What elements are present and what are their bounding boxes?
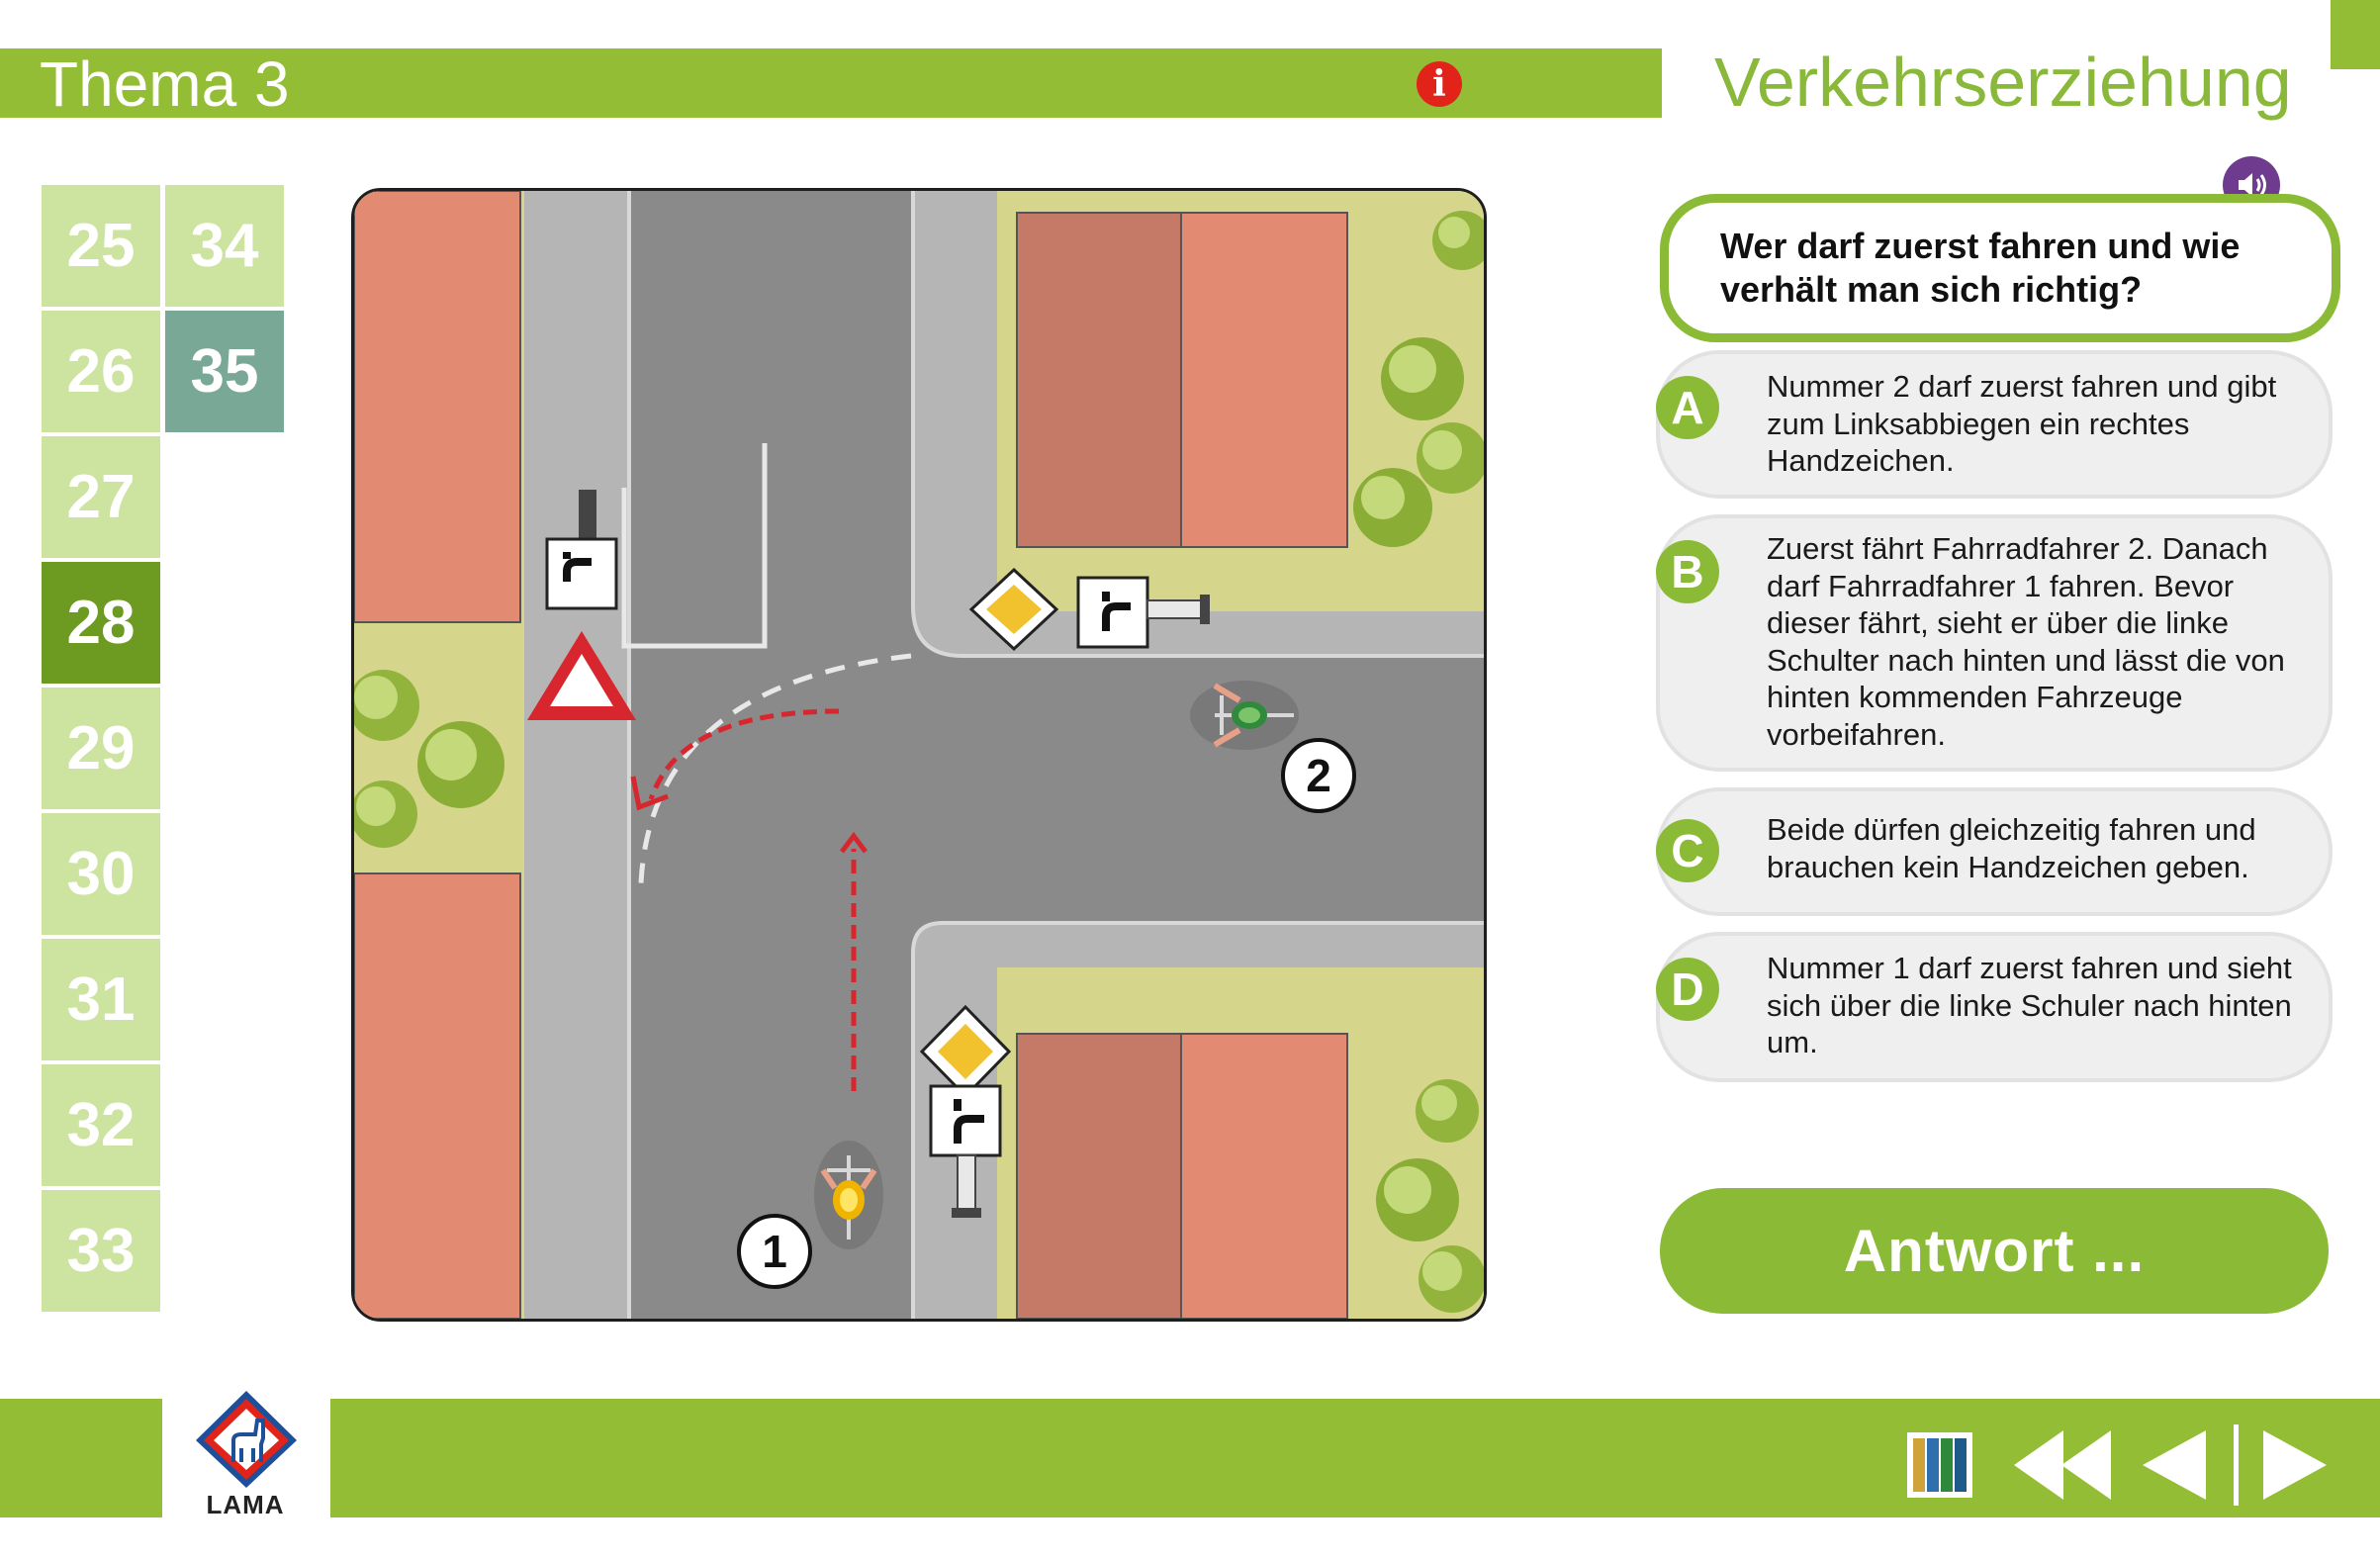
top-right-house-2 [1181, 213, 1347, 547]
traffic-scene [351, 188, 1487, 1322]
option-letter: A [1656, 376, 1719, 439]
intersection-illustration [354, 191, 1484, 1319]
option-c[interactable] [1660, 791, 2329, 912]
nav-number-26[interactable]: 26 [42, 311, 160, 432]
nav-number-25[interactable]: 25 [42, 185, 160, 307]
bottom-right-house-1 [1017, 1034, 1181, 1319]
left-house-top [354, 191, 520, 622]
nav-number-34[interactable]: 34 [165, 185, 284, 307]
page-title: Thema 3 [40, 48, 290, 120]
option-letter: D [1656, 958, 1719, 1021]
bottom-right-house-2 [1181, 1034, 1347, 1319]
nav-number-27[interactable]: 27 [42, 436, 160, 558]
left-house-bottom [354, 873, 520, 1319]
nav-divider [2234, 1424, 2239, 1506]
top-right-house-1 [1017, 213, 1181, 547]
option-text: Nummer 1 darf zuerst fahren und sieht sich über die linke Schuler nach hinten um. [1767, 951, 2292, 1059]
option-a[interactable] [1660, 354, 2329, 495]
option-text: Beide dürfen gleichzeitig fahren und brauchen kein Handzeichen geben. [1767, 812, 2256, 884]
forward-arrow-icon [2261, 1428, 2329, 1502]
back-arrow-icon [2141, 1428, 2208, 1502]
nav-number-35[interactable]: 35 [165, 311, 284, 432]
option-b[interactable] [1660, 518, 2329, 768]
first-button[interactable] [2012, 1428, 2115, 1502]
nav-number-30[interactable]: 30 [42, 813, 160, 935]
cyclist-2-number: 2 [1306, 750, 1331, 801]
nav-number-28[interactable]: 28 [42, 562, 160, 684]
left-sidewalk [524, 191, 629, 1319]
option-text: Nummer 2 darf zuerst fahren und gibt zum Linksabbiegen ein rechtes Handzeichen. [1767, 369, 2277, 478]
info-icon[interactable]: i [1417, 61, 1462, 107]
book-icon [1905, 1430, 1974, 1500]
footer-bar [330, 1399, 2380, 1517]
option-text: Zuerst fährt Fahrradfahrer 2. Danach darf Fahrradfahrer 1 fahren. Bevor dieser fährt, sieht er über die linke Schulter nach hinten und lässt die von hinten kommenden Fahrzeuge vorbeifahren. [1767, 531, 2285, 752]
corner-decoration [2331, 0, 2380, 69]
logo-text: LAMA [206, 1490, 285, 1519]
nav-number-33[interactable]: 33 [42, 1190, 160, 1312]
cyclist-2 [1190, 681, 1299, 750]
overview-button[interactable] [1905, 1430, 1974, 1500]
next-button[interactable] [2261, 1428, 2329, 1502]
option-d[interactable] [1660, 936, 2329, 1078]
nav-number-32[interactable]: 32 [42, 1064, 160, 1186]
subject-title: Verkehrserziehung [1714, 44, 2292, 121]
header-bar [0, 48, 1662, 118]
double-back-arrow-icon [2012, 1428, 2115, 1502]
nav-number-31[interactable]: 31 [42, 939, 160, 1060]
option-letter: C [1656, 819, 1719, 882]
question-text: Wer darf zuerst fahren und wie verhält man sich richtig? [1720, 226, 2241, 310]
cyclist-1-number: 1 [762, 1226, 787, 1277]
llama-logo-icon [194, 1389, 299, 1488]
footer-left-block [0, 1399, 162, 1517]
lama-logo [194, 1389, 299, 1488]
back-button[interactable] [2141, 1428, 2208, 1502]
answer-button[interactable]: Antwort ... [1660, 1188, 2329, 1314]
cyclist-1 [814, 1141, 883, 1249]
nav-number-29[interactable]: 29 [42, 688, 160, 809]
option-letter: B [1656, 540, 1719, 603]
question-box [1660, 194, 2340, 342]
